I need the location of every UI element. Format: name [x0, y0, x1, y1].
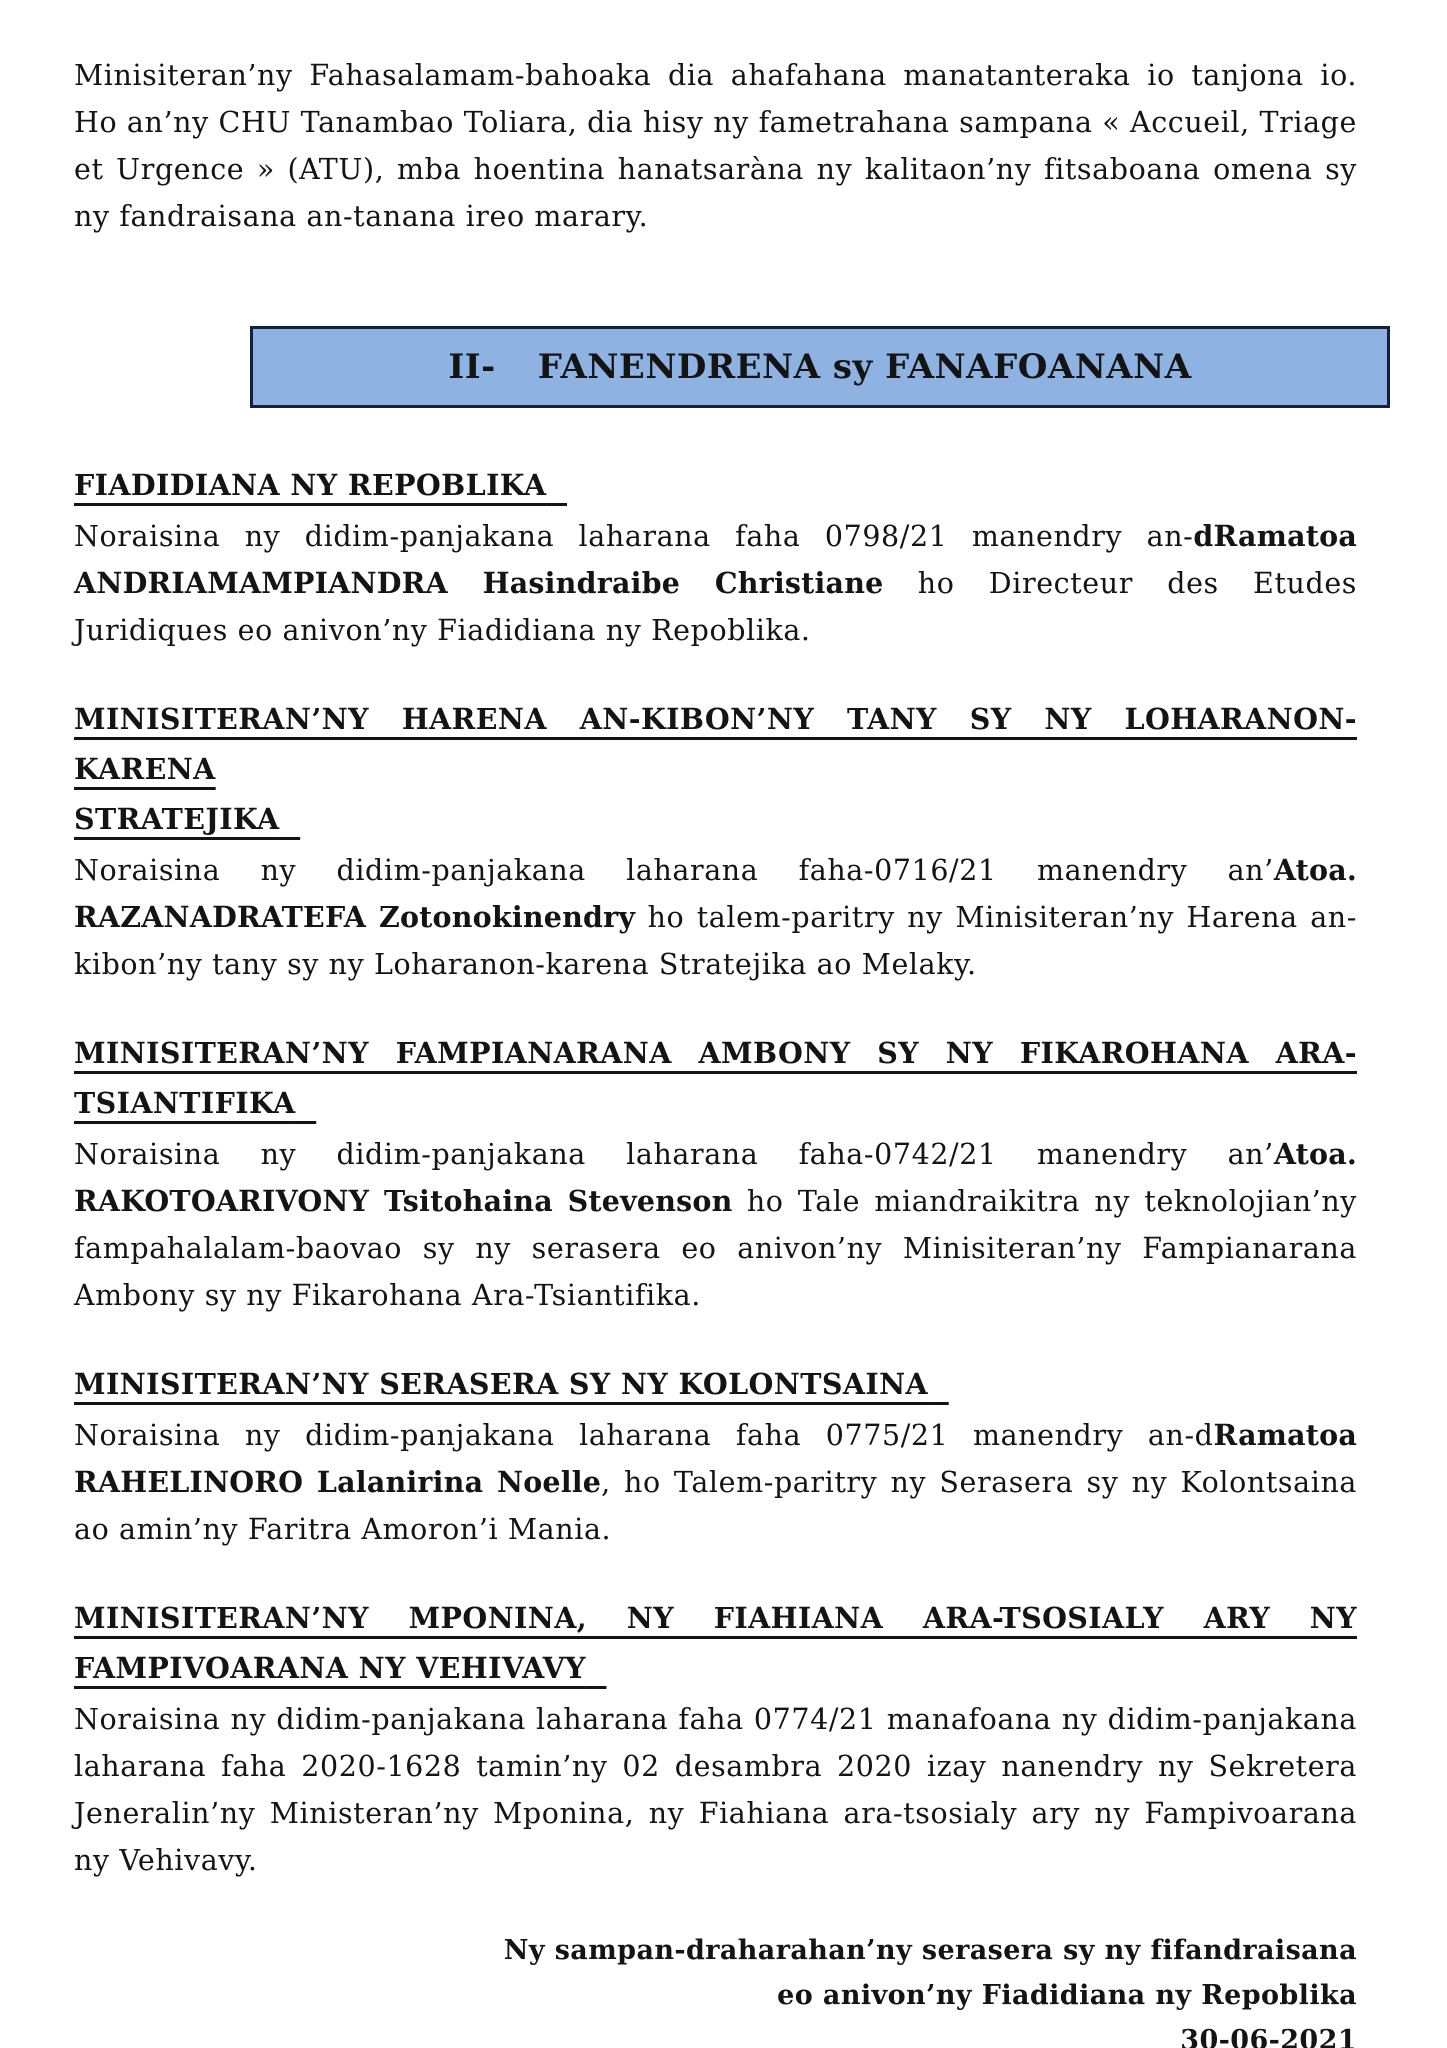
section-heading-line: FIADIDIANA NY REPOBLIKA [74, 468, 547, 502]
text-segment: Noraisina ny didim-panjakana laharana faha 0798/21 manendry an- [74, 520, 1194, 553]
signature-block [74, 1928, 1357, 2048]
text-segment: Atoa. RAZANADRATEFA Zotonokinendry [74, 853, 1357, 934]
text-segment: Noraisina ny didim-panjakana laharana faha 0774/21 manafoana ny didim-panjakana laharana faha 2020-1628 tamin’ny 02 desambra 2020 izay nanendry ny Sekretera Jeneralin’ny Ministeran’ny Mponina, ny Fiahiana ara-tsosialy ary ny Fampivoarana ny Vehivavy. [74, 1703, 1357, 1877]
section-heading [74, 460, 1357, 510]
banner-numeral: II- [448, 347, 496, 387]
intro-paragraph: Minisiteran’ny Fahasalamam-bahoaka dia ahafahana manatanteraka io tanjona io. Ho an’ny CHU Tanambao Toliara, dia hisy ny fametrahana sampana « Accueil, Triage et Urgence » (ATU), mba hoentina hanatsaràna ny kalitaon’ny fitsaboana omena sy ny fandraisana an-tanana ireo marary. [74, 59, 1357, 233]
section-heading [74, 1593, 1357, 1693]
section-heading-line: MINISITERAN’NY MPONINA, NY FIAHIANA ARA-TSOSIALY ARY NY [74, 1601, 1357, 1635]
document-section [74, 1593, 1357, 1884]
text-segment: ho Tale miandraikitra ny teknolojian’ny fampahalalam-baovao sy ny serasera eo anivon’ny Minisiteran’ny Fampianarana Ambony sy ny Fikarohana Ara-Tsiantifika. [74, 1185, 1357, 1312]
document-section [74, 460, 1357, 654]
section-heading-line: TSIANTIFIKA [74, 1086, 296, 1120]
section-heading-line: MINISITERAN’NY SERASERA SY NY KOLONTSAINA [74, 1367, 929, 1401]
text-segment: Noraisina ny didim-panjakana laharana faha-0716/21 manendry an’ [74, 854, 1274, 887]
text-segment: , ho Talem-paritry ny Serasera sy ny Kolontsaina ao amin’ny Faritra Amoron’i Mania. [74, 1466, 1357, 1546]
section-heading [74, 694, 1357, 844]
section-heading [74, 1359, 1357, 1409]
section-heading-line: STRATEJIKA [74, 802, 280, 836]
document-section [74, 1359, 1357, 1553]
section-paragraph [74, 847, 1357, 988]
banner-title: FANENDRENA sy FANAFOANANA [537, 347, 1192, 387]
signature-line-2: eo anivon’ny Fiadidiana ny Repoblika [777, 1980, 1357, 2011]
text-segment: Atoa. RAKOTOARIVONY Tsitohaina Stevenson [74, 1137, 1357, 1218]
text-segment: ho Directeur des Etudes Juridiques eo anivon’ny Fiadidiana ny Repoblika. [74, 567, 1358, 647]
document-section [74, 694, 1357, 988]
text-segment: Noraisina ny didim-panjakana laharana faha 0775/21 manendry an-d [74, 1419, 1214, 1452]
signature-date: 30-06-2021 [1180, 2025, 1357, 2048]
section-paragraph [74, 1131, 1357, 1319]
text-segment: ho talem-paritry ny Minisiteran’ny Harena an-kibon’ny tany sy ny Loharanon-karena Stratejika ao Melaky. [74, 901, 1357, 981]
text-segment: dRamatoa ANDRIAMAMPIANDRA Hasindraibe Christiane [74, 519, 1357, 600]
section-heading [74, 1028, 1357, 1128]
section-paragraph [74, 513, 1357, 654]
section-heading-line: MINISITERAN’NY FAMPIANARANA AMBONY SY NY FIKAROHANA ARA- [74, 1036, 1357, 1070]
section-paragraph [74, 1412, 1357, 1553]
section-title-banner [250, 326, 1390, 408]
section-heading-line: FAMPIVOARANA NY VEHIVAVY [74, 1651, 586, 1685]
section-paragraph [74, 1696, 1357, 1884]
section-heading-line: MINISITERAN’NY HARENA AN-KIBON’NY TANY SY NY LOHARANON-KARENA [74, 702, 1357, 786]
sections-container [74, 460, 1357, 1884]
document-section [74, 1028, 1357, 1319]
text-segment: Noraisina ny didim-panjakana laharana faha-0742/21 manendry an’ [74, 1138, 1274, 1171]
text-segment: Ramatoa RAHELINORO Lalanirina Noelle [74, 1418, 1357, 1499]
signature-line-1: Ny sampan-draharahan’ny serasera sy ny fifandraisana [503, 1935, 1357, 1966]
